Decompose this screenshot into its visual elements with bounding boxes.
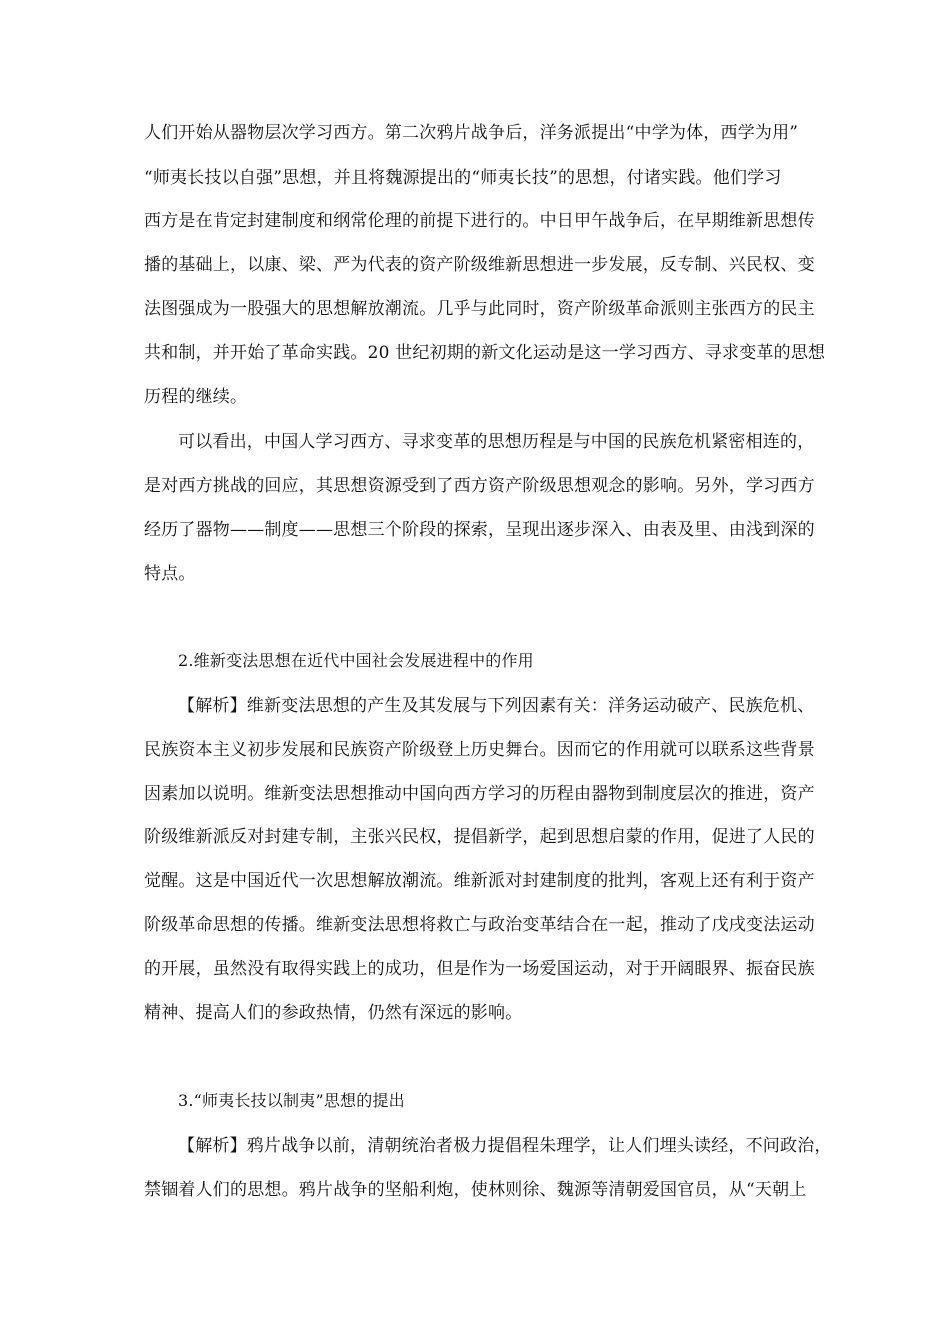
- text-line: 经历了器物——制度——思想三个阶段的探索，呈现出逐步深入、由表及里、由浅到深的: [144, 520, 815, 540]
- text-line: 共和制，并开始了革命实践。20 世纪初期的新文化运动是这一学习西方、寻求变革的思想: [144, 343, 826, 363]
- text-line: 阶级革命思想的传播。维新变法思想将救亡与政治变革结合在一起，推动了戊戌变法运动: [144, 915, 815, 935]
- text-line: 播的基础上，以康、梁、严为代表的资产阶级维新思想进一步发展，反专制、兴民权、变: [144, 255, 815, 275]
- text-line: 是对西方挑战的回应，其思想资源受到了西方资产阶级思想观念的影响。另外，学习西方: [144, 476, 815, 496]
- text-line: 【解析】鸦片战争以前，清朝统治者极力提倡程朱理学，让人们埋头读经，不问政治，: [178, 1136, 832, 1156]
- text-line: 禁锢着人们的思想。鸦片战争的坚船利炮，使林则徐、魏源等清朝爱国官员，从“天朝上: [144, 1180, 807, 1200]
- section-heading: 2.维新变法思想在近代中国社会发展进程中的作用: [178, 651, 534, 670]
- text-line: 特点。: [144, 564, 196, 584]
- text-line: 的开展，虽然没有取得实践上的成功，但是作为一场爱国运动，对于开阔眼界、振奋民族: [144, 959, 815, 979]
- text-line: 【解析】维新变法思想的产生及其发展与下列因素有关：洋务运动破产、民族危机、: [178, 696, 815, 716]
- text-line: 可以看出，中国人学习西方、寻求变革的思想历程是与中国的民族危机紧密相连的，: [178, 432, 815, 452]
- text-line: 历程的继续。: [144, 387, 248, 407]
- text-line: 觉醒。这是中国近代一次思想解放潮流。维新派对封建制度的批判，客观上还有利于资产: [144, 871, 815, 891]
- text-line: 阶级维新派反对封建专制，主张兴民权，提倡新学，起到思想启蒙的作用，促进了人民的: [144, 827, 815, 847]
- text-line: 因素加以说明。维新变法思想推动中国向西方学习的历程由器物到制度层次的推进，资产: [144, 784, 815, 804]
- text-line: 精神、提高人们的参政热情，仍然有深远的影响。: [144, 1003, 523, 1023]
- section-heading: 3.“师夷长技以制夷”思想的提出: [178, 1091, 405, 1110]
- text-line: 人们开始从器物层次学习西方。第二次鸦片战争后，洋务派提出“中学为体，西学为用”: [144, 123, 799, 143]
- text-line: 法图强成为一股强大的思想解放潮流。几乎与此同时，资产阶级革命派则主张西方的民主: [144, 299, 815, 319]
- text-line: 西方是在肯定封建制度和纲常伦理的前提下进行的。中日甲午战争后，在早期维新思想传: [144, 211, 815, 231]
- text-line: “师夷长技以自强”思想，并且将魏源提出的“师夷长技”的思想，付诸实践。他们学习: [144, 168, 782, 188]
- text-line: 民族资本主义初步发展和民族资产阶级登上历史舞台。因而它的作用就可以联系这些背景: [144, 740, 815, 760]
